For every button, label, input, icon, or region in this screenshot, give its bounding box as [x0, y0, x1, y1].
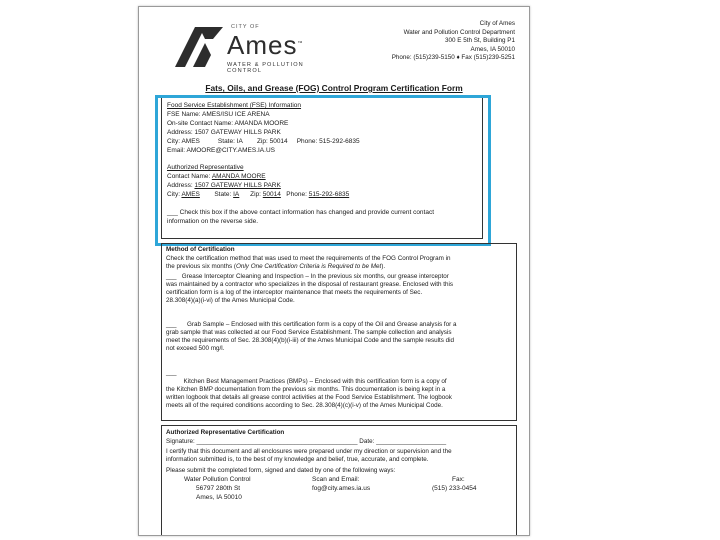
address-line-5: Phone: (515)239-5150 ♦ Fax (515)239-5251: [391, 54, 515, 62]
fse-name: FSE Name: AMES/ISU ICE ARENA: [167, 111, 270, 118]
logo-city-of: CITY OF: [231, 24, 260, 30]
method-box: [161, 243, 517, 421]
mail-address-1: 56797 280th St: [196, 485, 241, 492]
submit-email[interactable]: fog@city.ames.ia.us: [312, 485, 371, 492]
fse-email: Email: AMOORE@CITY.AMES.IA.US: [167, 147, 275, 154]
submit-instructions: Please submit the completed form, signed and dated by one of the following ways:: [166, 467, 396, 474]
form-page: [138, 6, 530, 536]
rep-heading: Authorized Representative: [167, 164, 244, 171]
fax-label: Fax:: [452, 476, 465, 483]
rep-contact: Contact Name: AMANDA MOORE: [167, 173, 266, 180]
option-bmp-checkbox[interactable]: ___: [166, 369, 177, 376]
option-bmp-line-1: Kitchen Best Management Practices (BMPs) – Enclosed with this certification form is a copy of: [183, 378, 447, 385]
highlight-box: [155, 95, 491, 246]
contact-changed-checkbox-line[interactable]: ___ Check this box if the above contact information has changed and provide current contact: [167, 209, 435, 216]
rep-address: Address: 1507 GATEWAY HILLS PARK: [167, 182, 281, 189]
method-heading: Method of Certification: [166, 246, 235, 253]
signature-line[interactable]: Signature: ______________________________________________ Date: ____________________: [166, 438, 447, 445]
cert-heading: Authorized Representative Certification: [166, 429, 285, 436]
option-interceptor-line-1[interactable]: ___ Grease Interceptor Cleaning and Inspection – In the previous six months, our grease interceptor: [166, 273, 449, 280]
option-bmp-line-2: the Kitchen BMP documentation from the previous six months. This documentation is being kept in a: [166, 386, 446, 393]
option-grab-sample-line-2: grab sample that was collected at our Food Service Establishment. The sample collection and analysis: [166, 329, 452, 336]
department-address: [340, 20, 515, 63]
option-interceptor-line-2: was maintained by a contractor who specializes in the disposal of restaurant grease. Enclosed with this: [166, 281, 454, 288]
address-line-4: Ames, IA 50010: [470, 45, 515, 53]
address-line-1: City of Ames: [479, 20, 515, 27]
option-interceptor-line-4: 28.308(4)(a)(i-vi) of the Ames Municipal Code.: [166, 297, 295, 304]
logo-name: Ames™: [227, 30, 304, 60]
contact-changed-line-2: information on the reverse side.: [167, 218, 259, 225]
form-title: Fats, Oils, and Grease (FOG) Control Program Certification Form: [205, 83, 463, 93]
fse-contact: On-site Contact Name: AMANDA MOORE: [167, 120, 289, 127]
ames-logo-mark-icon: [169, 23, 225, 71]
certification-box: [161, 425, 517, 536]
option-grab-sample-line-1[interactable]: ___ Grab Sample – Enclosed with this certification form is a copy of the Oil and Grease analysis for a: [166, 321, 457, 328]
fse-heading: Food Service Establishment (FSE) Information: [167, 102, 302, 109]
option-bmp-line-4: meets all of the required conditions according to Sec. 28.308(4)(c)(i-v) of the Ames Municipal Code.: [166, 402, 443, 409]
method-intro-2: the previous six months (Only One Certification Criteria is Required to be Met).: [166, 263, 386, 270]
option-bmp-line-3: written logbook that details all grease control activities at the Food Service Establishment. The logbook: [166, 394, 452, 401]
fse-city-line: City: AMES State: IA Zip: 50014 Phone: 515-292-6835: [167, 138, 360, 145]
cert-statement-2: information submitted is, to the best of my knowledge and belief, true, accurate, and complete.: [166, 456, 429, 463]
fax-number: (515) 233-0454: [432, 485, 477, 492]
logo-tagline: WATER & POLLUTION CONTROL: [227, 62, 304, 74]
address-line-3: 300 E 5th St, Building P1: [444, 37, 515, 45]
cert-statement-1: I certify that this document and all enclosures were prepared under my direction or supervision and the: [166, 448, 452, 455]
fse-address: Address: 1507 GATEWAY HILLS PARK: [167, 129, 281, 136]
option-interceptor-line-3: certification form is a log of the interceptor maintenance that meets the requirements of Sec.: [166, 289, 423, 296]
option-grab-sample-line-4: not exceed 500 mg/l.: [166, 345, 225, 352]
address-line-2: Water and Pollution Control Department: [403, 28, 515, 36]
mail-label: Water Pollution Control: [184, 476, 251, 483]
mail-address-2: Ames, IA 50010: [196, 494, 242, 501]
rep-city-line: City: AMES State: IA Zip: 50014 Phone: 515-292-6835: [167, 191, 350, 198]
method-intro-1: Check the certification method that was used to meet the requirements of the FOG Control Program in: [166, 255, 451, 262]
email-label: Scan and Email:: [312, 476, 360, 483]
city-of-ames-logo: [169, 21, 339, 75]
option-grab-sample-line-3: meet the requirements of Sec. 28.308(4)(b)(i-iii) of the Ames Municipal Code and the sample results did: [166, 337, 455, 344]
